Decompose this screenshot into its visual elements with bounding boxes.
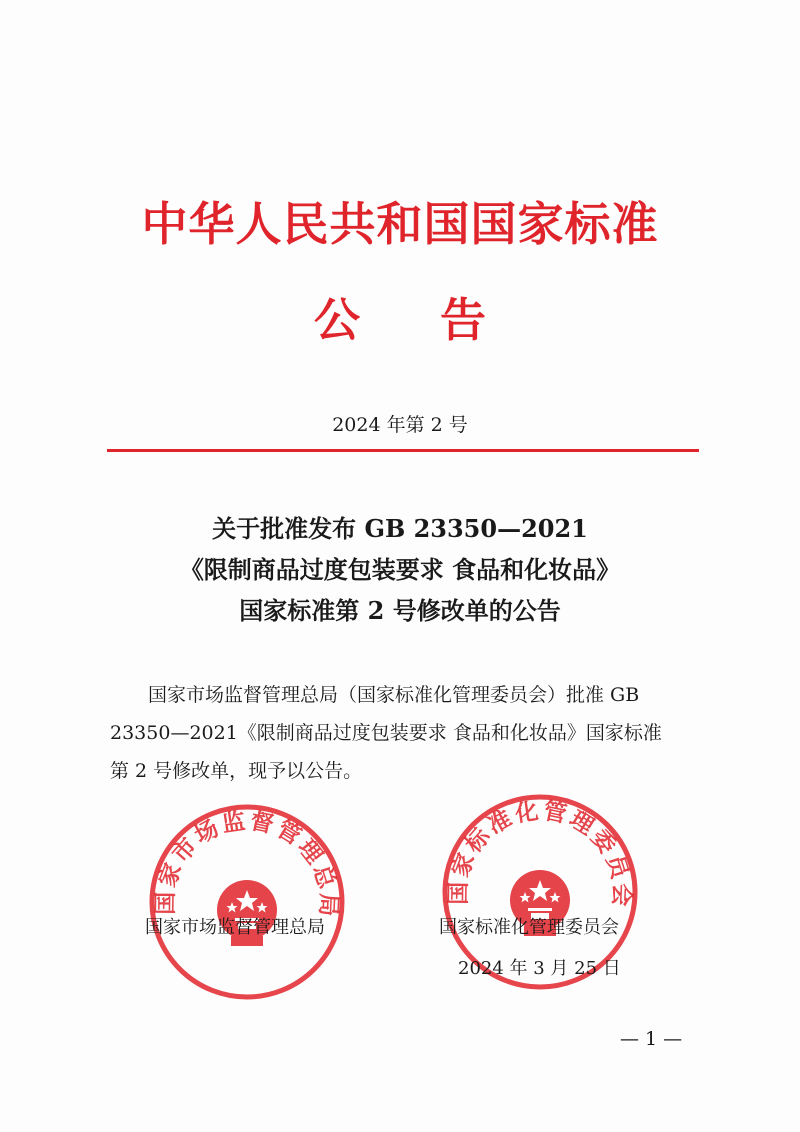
issue-date: 2024 年 3 月 25 日	[458, 958, 621, 979]
announcement-title-line-2: 《限制商品过度包装要求 食品和化妆品》	[179, 555, 621, 584]
announcement-title-line-3: 国家标准第 2 号修改单的公告	[239, 596, 561, 625]
announcement-body	[110, 676, 706, 790]
body-line-1: 国家市场监督管理总局（国家标准化管理委员会）批准 GB	[148, 684, 640, 706]
signature-sac: 国家标准化管理委员会	[439, 917, 619, 938]
red-divider	[107, 449, 699, 452]
body-line-2: 23350—2021《限制商品过度包装要求 食品和化妆品》国家标准	[110, 722, 662, 744]
document-number: 2024 年第 2 号	[332, 414, 468, 436]
body-line-3: 第 2 号修改单，现予以公告。	[110, 760, 363, 782]
announcement-title-line-1: 关于批准发布 GB 23350—2021	[212, 514, 588, 543]
page-number: — 1 —	[620, 1028, 683, 1050]
seal-right-text: 国家标准化管理委员会	[445, 798, 635, 910]
masthead-subtitle: 公告	[314, 293, 566, 347]
masthead-title: 中华人民共和国国家标准	[141, 197, 659, 251]
signature-samr: 国家市场监督管理总局	[145, 917, 325, 938]
seal-left-text: 国家市场监督管理总局	[152, 808, 342, 920]
official-seal-samr	[147, 802, 347, 1002]
announcement-title	[0, 508, 800, 631]
